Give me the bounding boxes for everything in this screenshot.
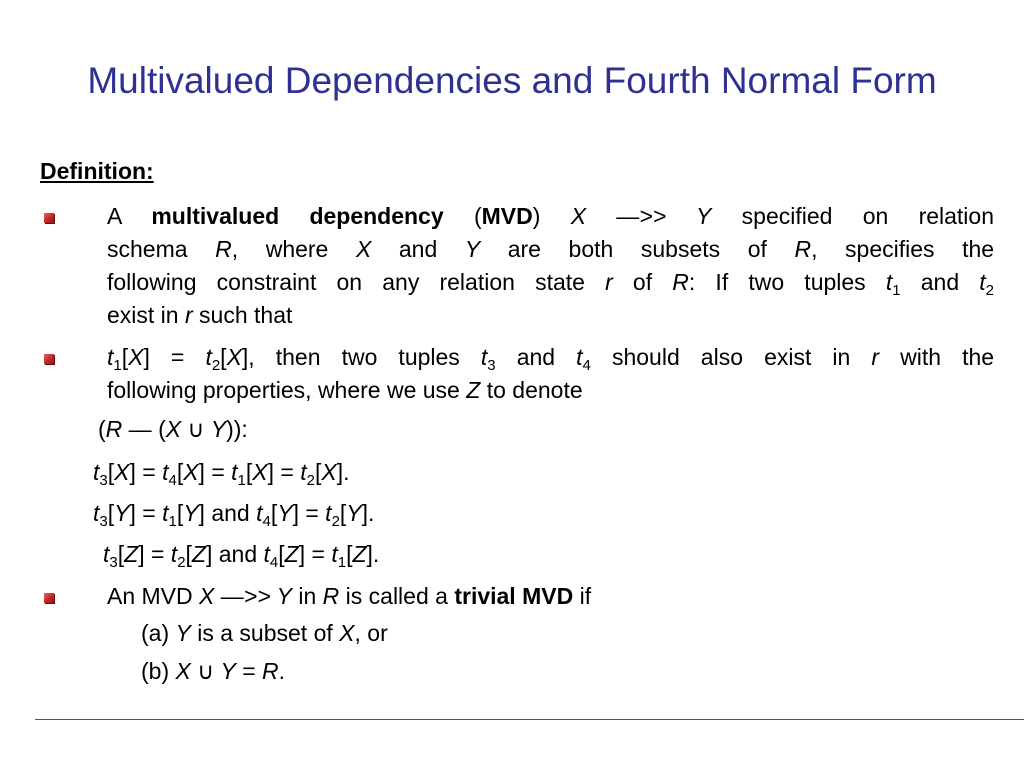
footer-divider [35,719,1024,720]
condition-b: (b) X ∪ Y = R. [141,658,286,684]
slide-title: Multivalued Dependencies and Fourth Normal Form [87,60,937,101]
bullet-1-line-1: A multivalued dependency (MVD) X —>> Y specified on relation [107,203,995,229]
bullet-1-line-2: schema R, where X and Y are both subsets of R, specifies the [107,236,995,262]
bullet-2-line-1: $t_1[X] = t_2[X]$, then two tuples $t_3$ and $t_4$ should also exist in r with the [107,344,995,374]
bullet-2-line-2: following properties, where we use Z to denote [107,377,583,403]
definition-heading: Definition: [40,158,154,184]
bullet-1-line-4: exist in r such that [107,302,293,328]
bullet-marker-3 [44,593,54,603]
bullet-3-line-1: An MVD X —>> Y in R is called a trivial MVD if [107,583,592,609]
bullet-1-line-3: following constraint on any relation state r of R: If two tuples $t_1$ and $t_2$ [107,269,994,299]
bullet-marker-1 [44,213,54,223]
condition-a: (a) Y is a subset of X, or [141,620,388,646]
bullet-marker-2 [44,354,54,364]
equation-x: $t_3[X] = t_4[X] = t_1[X] = t_2[X]$. [93,459,350,489]
equation-z: $t_3[Z] = t_2[Z]$ and $t_4[Z] = t_1[Z]$. [103,541,380,571]
z-definition: (R — (X ∪ Y)): [98,416,248,442]
equation-y: $t_3[Y] = t_1[Y]$ and $t_4[Y] = t_2[Y]$. [93,500,375,530]
